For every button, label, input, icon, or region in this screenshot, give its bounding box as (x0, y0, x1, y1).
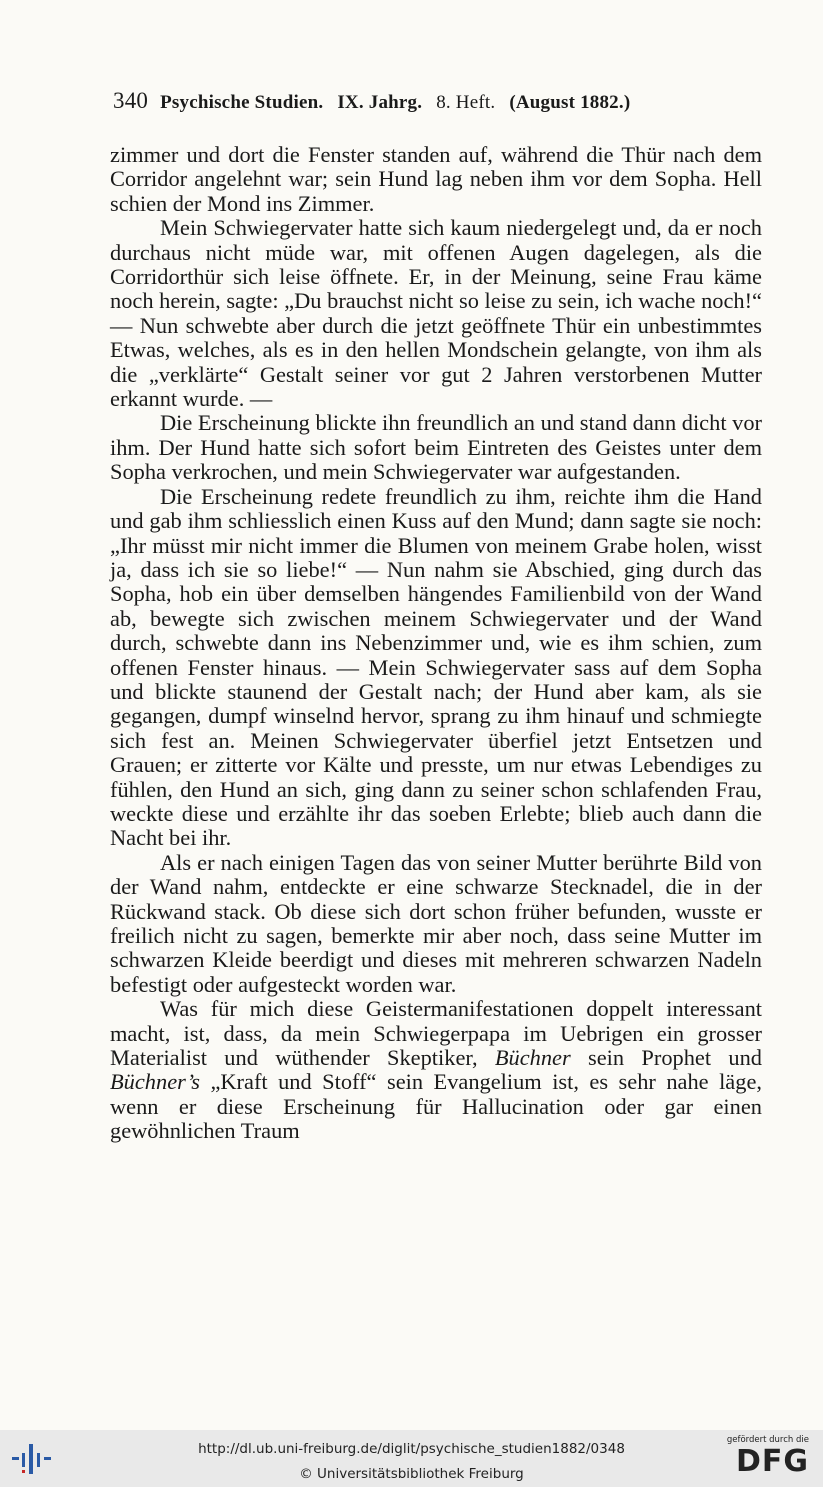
dfg-logo (723, 1435, 809, 1483)
paragraph-text: sein Prophet und (588, 1045, 762, 1071)
issue-date: (August 1882.) (509, 92, 631, 113)
running-header (113, 88, 713, 124)
journal-title: Psychische Studien. (160, 92, 324, 113)
document-url[interactable]: http://dl.ub.uni-freiburg.de/diglit/psychische_studien1882/0348 (198, 1441, 625, 1457)
viewer-footer (0, 1430, 823, 1487)
paragraph: Die Erscheinung redete freundlich zu ihm, reichte ihm die Hand und gab ihm schliesslich einen Kuss auf den Mund; dann sagte sie noch: „Ihr müsst mir nicht immer die Blumen von meinem Grabe holen, wisst ja, dass ich sie so liebe!“ — Nun nahm sie Abschied, ging durch das Sopha, hob ein über demselben hängendes Familienbild von der Wand ab, bewegte sich zwischen meinem Schwiegervater und der Wand durch, schwebte dann ins Nebenzimmer und, wie es ihm schien, zum offenen Fenster hinaus. — Mein Schwiegervater sass auf dem Sopha und blickte staunend der Gestalt nach; der Hund aber kam, als sie gegangen, dumpf winselnd hervor, sprang zu ihm hinauf und schmiegte sich fest an. Meinen Schwiegervater überfiel jetzt Entsetzen und Grauen; er zitterte vor Kälte und presste, um nur etwas Lebendiges zu fühlen, den Hund an sich, ging dann zu seiner schon schlafenden Frau, weckte diese und erzählte ihr das soeben Erlebte; blieb auch dann die Nacht bei ihr. (110, 483, 762, 851)
paragraph (110, 997, 762, 1143)
paragraph: Die Erscheinung blickte ihn freundlich an und stand dann dicht vor ihm. Der Hund hatte sich sofort beim Eintreten des Geistes unter dem Sopha verkrochen, und mein Schwiegervater war aufgestanden. (110, 410, 762, 485)
paragraph: zimmer und dort die Fenster standen auf, während die Thür nach dem Corridor angelehnt war; sein Hund lag neben ihm vor dem Sopha. Hell schien der Mond ins Zimmer. (110, 142, 762, 216)
body-text (110, 143, 762, 1144)
italic-name: Büchner’s (110, 1069, 200, 1095)
dfg-wordmark: DFG (735, 1444, 809, 1479)
issue-label: 8. Heft. (436, 92, 496, 113)
copyright-notice: © Universitätsbibliothek Freiburg (299, 1466, 524, 1482)
paragraph-text: „Kraft und Stoff“ sein Evangelium ist, es sehr nahe läge, wenn er diese Erscheinung für Hallucination oder gar einen gewöhnlichen Traum (110, 1069, 762, 1144)
dfg-tagline: gefördert durch die (726, 1435, 809, 1445)
page-number: 340 (113, 88, 149, 113)
volume-label: IX. Jahrg. (337, 92, 423, 113)
paragraph-text: Was für mich diese Geistermanifestationen doppelt interessant macht, ist, dass, da mein Schwiegerpapa im Uebrigen ein grosser Materialist und wüthender Skeptiker, (110, 996, 762, 1071)
paragraph: Mein Schwiegervater hatte sich kaum niedergelegt und, da er noch durchaus nicht müde war, mit offenen Augen dagelegen, als die Corridorthür sich leise öffnete. Er, in der Meinung, seine Frau käme noch herein, sagte: „Du brauchst nicht so leise zu sein, ich wache noch!“ — Nun schwebte aber durch die jetzt geöffnete Thür ein unbestimmtes Etwas, welches, als es in den hellen Mondschein gelangte, von ihm als die „verklärte“ Gestalt seiner vor gut 2 Jahren verstorbenen Mutter erkannt wurde. — (110, 215, 762, 412)
italic-name: Büchner (494, 1045, 571, 1071)
paragraph: Als er nach einigen Tagen das von seiner Mutter berührte Bild von der Wand nahm, entdeckte er eine schwarze Stecknadel, die in der Rückwand stack. Ob diese sich dort schon früher befunden, wusste er freilich nicht zu sagen, bemerkte mir aber noch, dass seine Mutter im schwarzen Kleide beerdigt und dieses mit mehreren schwarzen Nadeln befestigt oder aufgesteckt worden war. (110, 849, 762, 997)
